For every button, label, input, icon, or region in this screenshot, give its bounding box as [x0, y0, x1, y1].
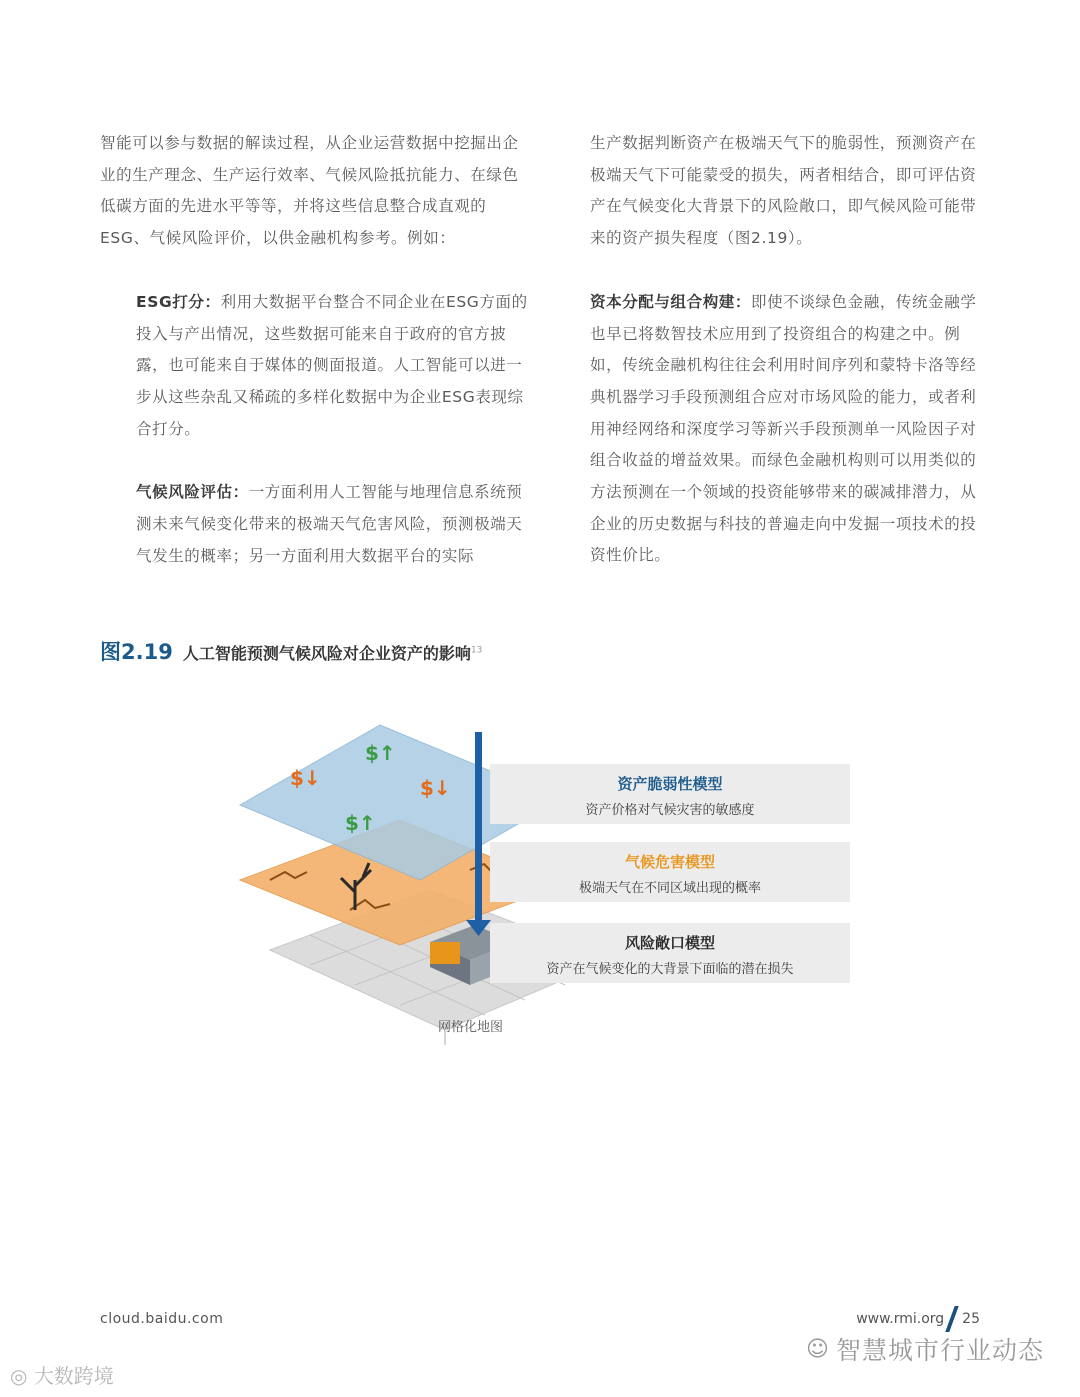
model-box-exposure [490, 923, 850, 983]
figure-illustration [230, 720, 870, 1054]
model-box-vulnerability [490, 764, 850, 824]
slash-divider [945, 1306, 958, 1332]
watermark-left [10, 1360, 114, 1389]
figure-footnote: 13 [470, 645, 483, 656]
svg-text:$↓: $↓ [290, 766, 321, 790]
watermark-left-text: 大数跨境 [33, 1364, 114, 1388]
model-desc-hazard: 极端天气在不同区域出现的概率 [578, 881, 761, 896]
arrow-shaft [475, 732, 482, 922]
esg-lead: ESG打分： [136, 292, 221, 311]
model-desc-exposure: 资产在气候变化的大背景下面临的潜在损失 [546, 962, 794, 977]
page-number: 25 [962, 1311, 980, 1327]
watermark-right [806, 1331, 1044, 1367]
intro-paragraph: 智能可以参与数据的解读过程，从企业运营数据中挖掘出企业的生产理念、生产运行效率、气候风险抵抗能力、在绿色低碳方面的先进水平等等，并将这些信息整合成直观的ESG、气候风险评价，以供金融机构参考。例如： [100, 134, 519, 248]
model-title-vulnerability: 资产脆弱性模型 [617, 775, 723, 793]
climate-text: 一方面利用人工智能与地理信息系统预测未来气候变化带来的极端天气危害风险，预测极端天气发生的概率；另一方面利用大数据平台的实际 [136, 483, 523, 565]
figure-title: 人工智能预测气候风险对企业资产的影响 [182, 644, 471, 663]
watermark-logo-icon: ◎ [10, 1364, 34, 1388]
model-title-exposure: 风险敞口模型 [624, 934, 715, 952]
model-title-hazard: 气候危害模型 [624, 853, 715, 871]
climate-paragraph [100, 477, 530, 572]
continued-paragraph: 生产数据判断资产在极端天气下的脆弱性，预测资产在极端天气下可能蒙受的损失，两者相结合，即可评估资产在气候变化大背景下的风险敞口，即气候风险可能带来的资产损失程度（图2.19）。 [590, 134, 977, 248]
svg-text:$↑: $↑ [345, 811, 376, 835]
model-desc-vulnerability: 资产价格对气候灾害的敏感度 [585, 803, 755, 818]
footer-left-link[interactable]: cloud.baidu.com [100, 1311, 224, 1327]
left-column [100, 128, 530, 572]
wechat-icon: ☺ [806, 1336, 830, 1362]
figure-number: 图2.19 [100, 640, 173, 664]
capital-lead: 资本分配与组合构建： [590, 292, 752, 311]
model-box-hazard [490, 842, 850, 902]
map-label: 网格化地图 [438, 1020, 504, 1035]
footer-right [856, 1306, 980, 1332]
capital-text: 即使不谈绿色金融，传统金融学也早已将数智技术应用到了投资组合的构建之中。例如，传统金融机构往往会利用时间序列和蒙特卡洛等经典机器学习手段预测组合应对市场风险的能力，或者利用神经网络和深度学习等新兴手段预测单一风险因子对组合收益的增益效果。而绿色金融机构则可以用类似的方法预测在一个领域的投资能够带来的碳减排潜力，从企业的历史数据与科技的普遍走向中发掘一项技术的投资性价比。 [590, 292, 977, 565]
svg-text:$↓: $↓ [420, 776, 451, 800]
figure-caption [100, 636, 482, 666]
climate-lead: 气候风险评估： [136, 483, 249, 502]
esg-paragraph [100, 287, 530, 446]
svg-text:$↑: $↑ [365, 741, 396, 765]
footer-site-link[interactable]: www.rmi.org [856, 1311, 945, 1327]
capital-paragraph [590, 287, 982, 572]
watermark-right-text: 智慧城市行业动态 [835, 1336, 1044, 1365]
right-column [590, 128, 982, 572]
esg-text: 利用大数据平台整合不同企业在ESG方面的投入与产出情况，这些数据可能来自于政府的官方披露，也可能来自于媒体的侧面报道。人工智能可以进一步从这些杂乱又稀疏的多样化数据中为企业ESG表现综合打分。 [136, 292, 528, 438]
